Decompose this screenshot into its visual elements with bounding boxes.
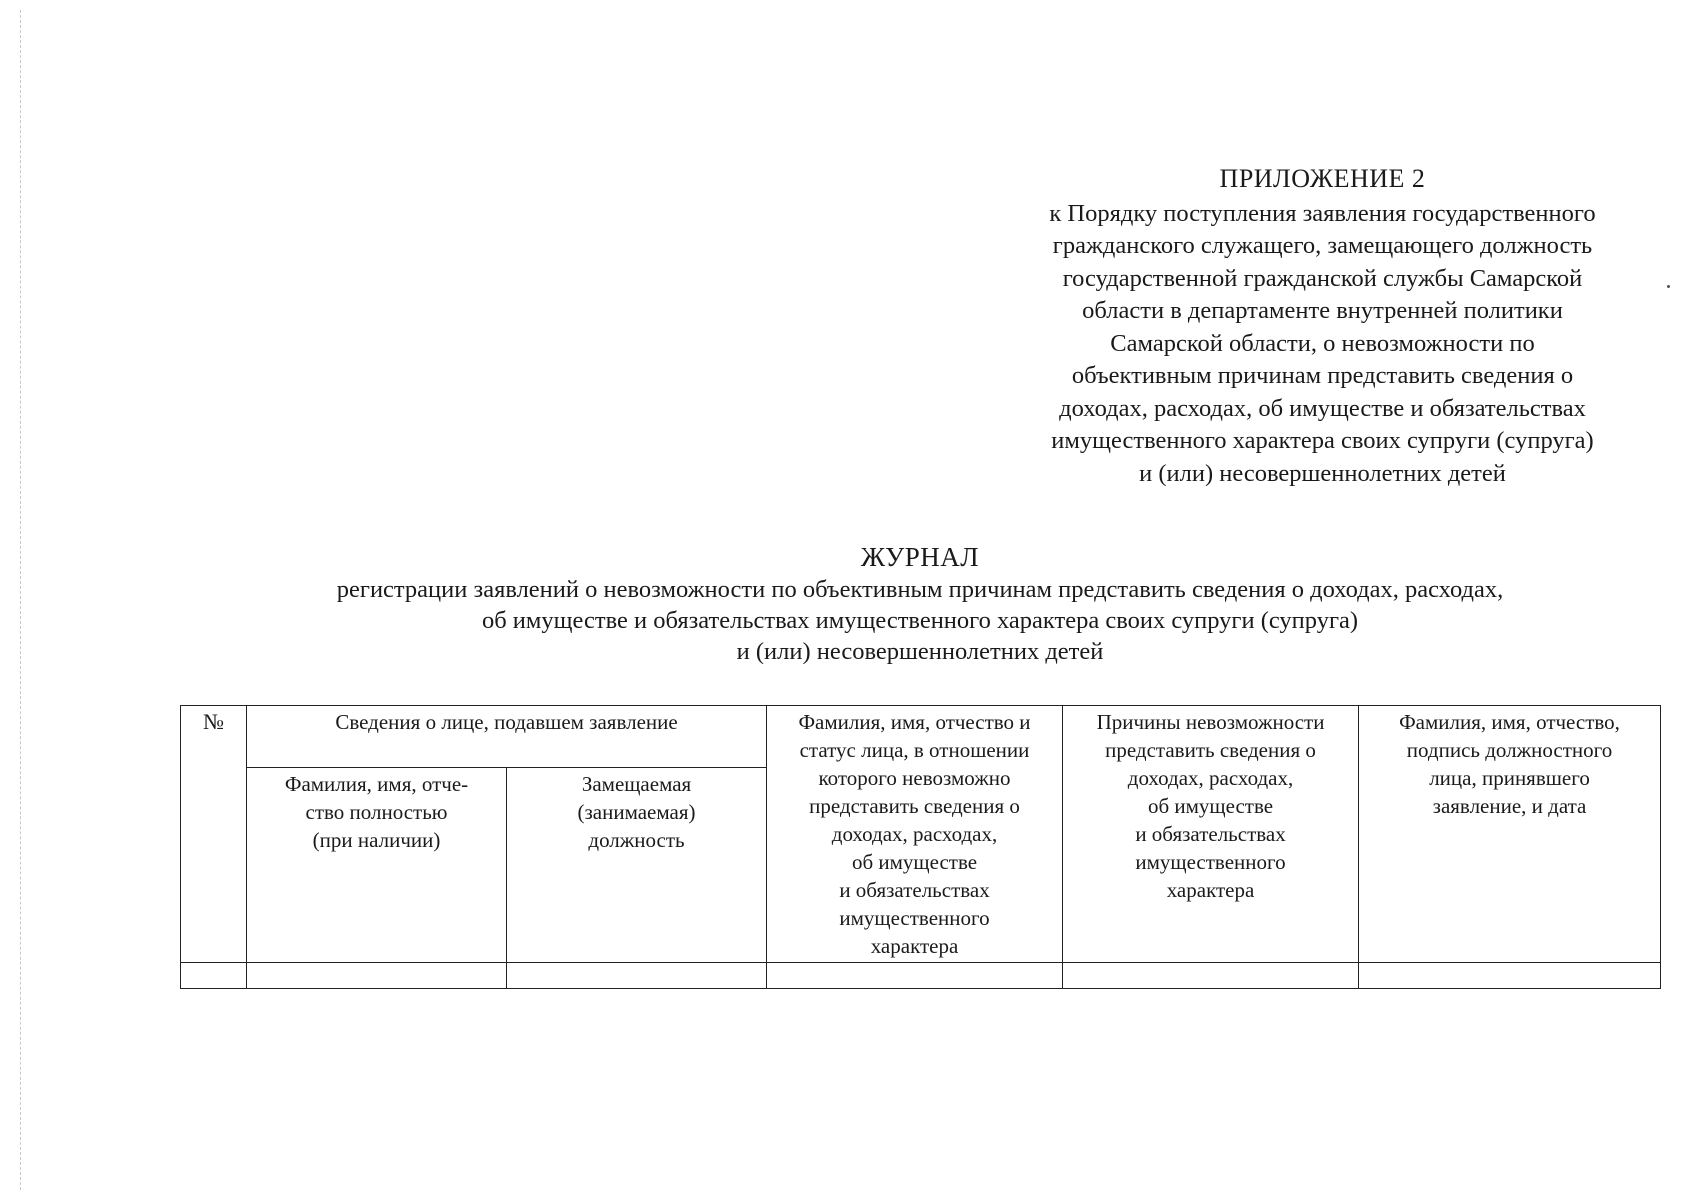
journal-subtitle-line: регистрации заявлений о невозможности по объективным причинам представить сведения о доходах, расходах, [336, 576, 1504, 603]
appendix-line: имущественного характера своих супруги (супруга) [1051, 427, 1594, 454]
table-header-row [181, 706, 1661, 768]
header-reasons: Причины невозможности представить сведения о доходах, расходах, об имуществе и обязательствах имущественного характера [1063, 706, 1359, 963]
appendix-title: ПРИЛОЖЕНИЕ 2 [1219, 164, 1426, 193]
table-cell [247, 963, 507, 989]
table-cell [1063, 963, 1359, 989]
appendix-line: и (или) несовершеннолетних детей [1139, 459, 1506, 487]
header-subject-person: Фамилия, имя, отчество и статус лица, в отношении которого невозможно представить сведения о доходах, расходах, об имуществе и обязательствах имущественного характера [767, 706, 1063, 963]
journal-title: ЖУРНАЛ [860, 542, 980, 572]
appendix-line: гражданского служащего, замещающего должность [1052, 232, 1593, 259]
header-full-name: Фамилия, имя, отче- ство полностью (при наличии) [247, 768, 507, 963]
header-position: Замещаемая (занимаемая) должность [507, 768, 767, 963]
table-row [181, 963, 1661, 989]
table-cell [767, 963, 1063, 989]
appendix-line: к Порядку поступления заявления государственного [1049, 199, 1596, 227]
header-official: Фамилия, имя, отчество, подпись должностного лица, принявшего заявление, и дата [1359, 706, 1661, 963]
table-cell [181, 963, 247, 989]
appendix-header [985, 163, 1660, 490]
header-number: № [181, 706, 247, 963]
table-cell [507, 963, 767, 989]
appendix-line: Самарской области, о невозможности по [1110, 329, 1535, 357]
header-applicant-group: Сведения о лице, подавшем заявление [247, 706, 767, 768]
journal-heading [180, 540, 1660, 667]
journal-subtitle-line: об имуществе и обязательствах имущественного характера своих супруги (супруга) [481, 607, 1359, 634]
appendix-line: области в департаменте внутренней политики [1082, 297, 1563, 324]
appendix-line: государственной гражданской службы Самарской [1062, 264, 1583, 292]
scan-edge-line [20, 10, 21, 1190]
table-cell [1359, 963, 1661, 989]
appendix-line: объективным причинам представить сведения о [1071, 362, 1574, 389]
scan-speck [1667, 285, 1670, 288]
registration-journal-table [180, 705, 1661, 989]
journal-subtitle-line: и (или) несовершеннолетних детей [736, 638, 1104, 665]
appendix-line: доходах, расходах, об имуществе и обязательствах [1059, 394, 1586, 422]
